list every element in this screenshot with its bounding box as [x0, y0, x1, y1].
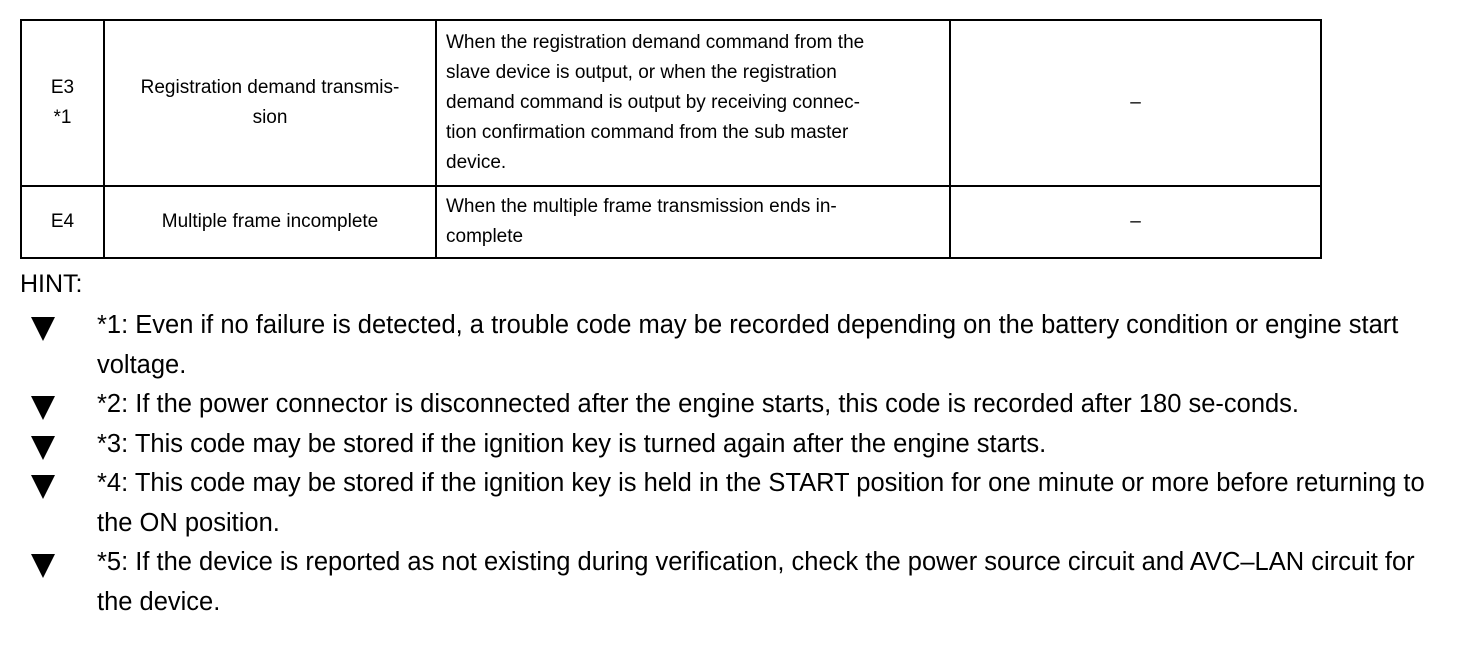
dtc-footnote-ref: *1: [53, 107, 72, 128]
down-triangle-icon: [31, 396, 55, 420]
detection-item-cell: Registration demand transmis- sion: [104, 20, 436, 186]
trouble-area-cell: –: [950, 186, 1321, 258]
hint-item: [0, 543, 1472, 622]
trouble-condition-line: When the registration demand command from the: [446, 32, 865, 53]
dtc-code-cell: [21, 186, 104, 258]
down-triangle-icon: [31, 317, 55, 341]
hint-text: *1: Even if no failure is detected, a trouble code may be recorded depending on the battery condition or engine start voltage.: [97, 311, 1399, 379]
hint-item: [0, 425, 1472, 465]
hint-text: *3: This code may be stored if the ignition key is turned again after the engine starts.: [97, 429, 1047, 458]
hint-text: *5: If the device is reported as not existing during verification, check the power source circuit and AVC–LAN circuit for the device.: [97, 548, 1415, 616]
table-row: [21, 20, 1321, 186]
down-triangle-icon: [31, 436, 55, 460]
down-triangle-icon: [31, 554, 55, 578]
hint-text: *4: This code may be stored if the ignition key is held in the START position for one minute or more before returning to the ON position.: [97, 469, 1425, 537]
hint-text: *2: If the power connector is disconnected after the engine starts, this code is recorded after 180 se-conds.: [97, 390, 1300, 418]
trouble-condition-line: tion confirmation command from the sub master: [446, 122, 849, 143]
trouble-condition-line: When the multiple frame transmission ends in-: [446, 196, 837, 217]
trouble-condition-line: demand command is output by receiving connec-: [446, 92, 861, 113]
dtc-code-cell: [21, 20, 104, 186]
trouble-area-cell: –: [950, 20, 1321, 186]
hint-item: [0, 385, 1472, 425]
dtc-code: E4: [50, 211, 75, 232]
trouble-condition-cell: [436, 186, 950, 258]
hint-list: [0, 306, 1472, 622]
dtc-code: E3: [50, 77, 75, 98]
trouble-condition-line: slave device is output, or when the registration: [446, 62, 837, 83]
dtc-table: [20, 19, 1322, 259]
table-row: [21, 186, 1321, 258]
hint-item: [0, 306, 1472, 385]
trouble-condition-line: device.: [446, 152, 507, 173]
trouble-condition-cell: [436, 20, 950, 186]
hint-item: [0, 464, 1472, 543]
trouble-condition-line: complete: [446, 226, 524, 247]
detection-item-cell: Multiple frame incomplete: [104, 186, 436, 258]
hint-heading: HINT:: [20, 270, 83, 298]
down-triangle-icon: [31, 475, 55, 499]
